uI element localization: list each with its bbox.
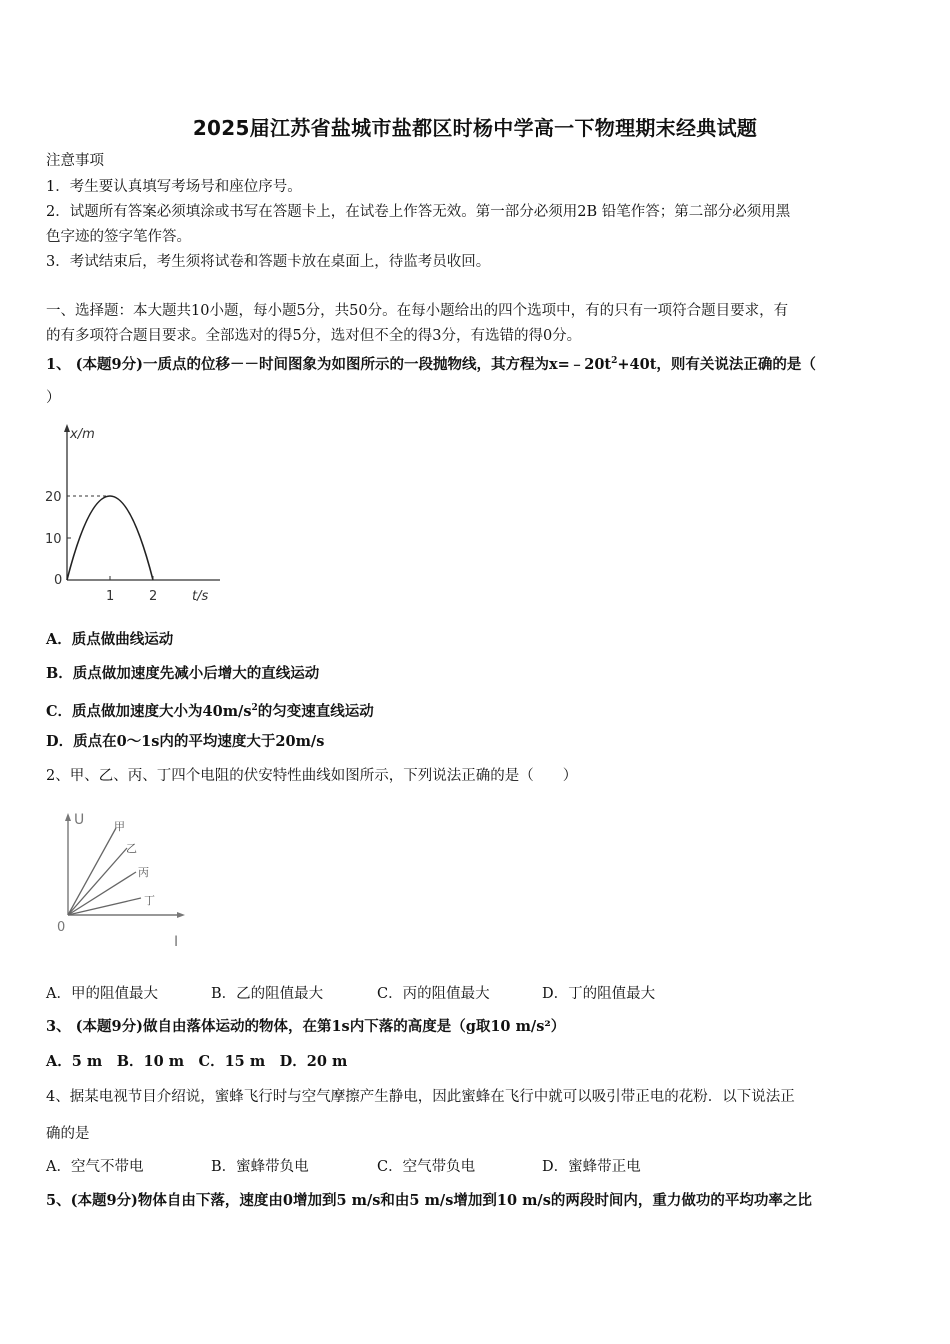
- q1-y-tick-label-20: 20: [45, 490, 62, 505]
- q2-origin-label: 0: [57, 920, 66, 935]
- q2-option-a: A．甲的阻值最大: [46, 986, 158, 1002]
- q1-x-label: t/s: [192, 589, 209, 604]
- q2-line-ding: [68, 898, 141, 915]
- q2-u-arrow: [65, 813, 71, 821]
- q2-option-b: B．乙的阻值最大: [211, 986, 324, 1002]
- q1-x-tick-label-1: 1: [106, 589, 115, 604]
- section-intro-line1: 一、选择题：本大题共10小题，每小题5分，共50分。在每小题给出的四个选项中，有的只有一项符合题目要求，有: [46, 303, 789, 319]
- page-title: 2025届江苏省盐城市盐都区时杨中学高一下物理期末经典试题: [192, 116, 758, 140]
- section-intro-line2: 的有多项符合题目要求。全部选对的得5分，选对但不全的得3分，有选错的得0分。: [46, 328, 582, 344]
- q1-stem-sup: 2: [611, 356, 618, 366]
- q2-stem: 2、甲、乙、丙、丁四个电阻的伏安特性曲线如图所示，下列说法正确的是（ ）: [46, 768, 578, 784]
- notice-item-2: 2．试题所有答案必须填涂或书写在答题卡上，在试卷上作答无效。第一部分必须用2B 铅笔作答；第二部分必须用黑: [46, 204, 791, 220]
- q2-label-yi: 乙: [126, 842, 137, 855]
- q2-label-bing: 丙: [138, 866, 149, 879]
- q4-stem-line1: 4、据某电视节目介绍说，蜜蜂飞行时与空气摩擦产生静电，因此蜜蜂在飞行中就可以吸引带正电的花粉．以下说法正: [46, 1089, 795, 1105]
- q1-option-c-part-b: 的匀变速直线运动: [257, 702, 374, 720]
- q1-y-tick-label-10: 10: [45, 532, 62, 547]
- q4-option-a: A．空气不带电: [46, 1159, 144, 1175]
- q3-stem: 3、 (本题9分)做自由落体运动的物体，在第1s内下落的高度是（g取10 m/s²）: [46, 1018, 566, 1035]
- q1-x-tick-label-2: 2: [149, 589, 158, 604]
- q1-option-c-part-a: C．质点做加速度大小为40m/s: [46, 702, 252, 720]
- q1-stem-close: ）: [46, 390, 61, 406]
- q2-line-jia: [68, 828, 116, 915]
- q1-y-label: x/m: [70, 427, 95, 442]
- q1-option-c-sup: 2: [251, 703, 258, 713]
- q4-stem-line2: 确的是: [46, 1126, 90, 1142]
- q5-stem: 5、(本题9分)物体自由下落，速度由0增加到5 m/s和由5 m/s增加到10 m/s的两段时间内，重力做功的平均功率之比: [46, 1192, 812, 1209]
- q2-ui-graph: [48, 800, 198, 950]
- q2-label-ding: 丁: [144, 894, 155, 907]
- q2-option-c: C．丙的阻值最大: [377, 986, 490, 1002]
- q1-option-d: D．质点在0～1s内的平均速度大于20m/s: [46, 733, 325, 750]
- q2-line-bing: [68, 872, 136, 915]
- q1-stem-part-a: 1、 (本题9分)一质点的位移－－时间图象为如图所示的一段抛物线，其方程为x=﹣20t: [46, 355, 612, 373]
- q1-y-tick-label-0: 0: [54, 573, 63, 588]
- q2-y-label: U: [74, 812, 85, 828]
- notice-item-2-cont: 色字迹的签字笔作答。: [46, 229, 191, 245]
- q4-option-b: B．蜜蜂带负电: [211, 1159, 309, 1175]
- q2-option-d: D．丁的阻值最大: [542, 986, 656, 1002]
- q4-option-c: C．空气带负电: [377, 1159, 476, 1175]
- q1-option-b: B．质点做加速度先减小后增大的直线运动: [46, 665, 320, 682]
- notice-heading: 注意事项: [46, 153, 104, 169]
- q4-option-d: D．蜜蜂带正电: [542, 1159, 641, 1175]
- q2-line-yi: [68, 848, 127, 915]
- q1-xt-graph: [40, 418, 230, 608]
- q1-stem-part-b: +40t，则有关说法正确的是（: [617, 355, 816, 373]
- notice-item-3: 3．考试结束后，考生须将试卷和答题卡放在桌面上，待监考员收回。: [46, 254, 491, 270]
- notice-item-1: 1．考生要认真填写考场号和座位序号。: [46, 179, 302, 195]
- q1-option-a: A．质点做曲线运动: [46, 631, 174, 648]
- q1-option-c: [46, 698, 374, 722]
- q2-x-label: I: [174, 934, 179, 950]
- q2-label-jia: 甲: [114, 820, 125, 833]
- q2-i-arrow: [177, 912, 185, 918]
- q1-stem: [46, 351, 816, 375]
- q3-options: A．5 m B．10 m C．15 m D．20 m: [46, 1053, 348, 1070]
